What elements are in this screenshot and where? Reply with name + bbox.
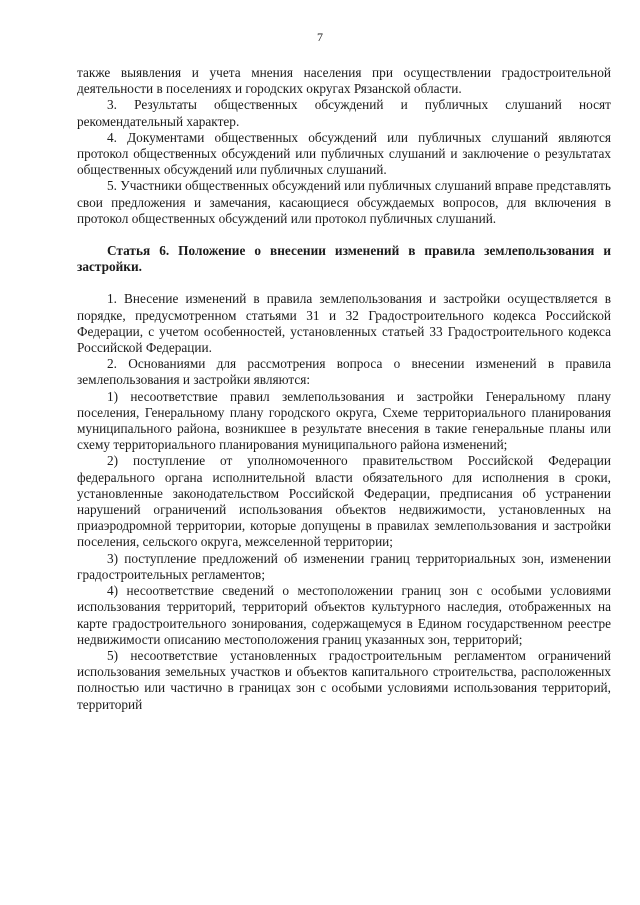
page-number: 7 — [317, 30, 323, 44]
list-item-5: 5) несоответствие установленных градостроительным регламентом ограничений использования земельных участков и объектов капитального строительства, расположенных полностью или частично в границах зон с особыми условиями использования территорий, территорий — [77, 647, 611, 712]
paragraph-item-3: 3. Результаты общественных обсуждений и публичных слушаний носят рекомендательный характер. — [77, 97, 611, 129]
spacer — [77, 275, 611, 291]
document-body — [77, 65, 611, 713]
list-item-3: 3) поступление предложений об изменении границ территориальных зон, изменении градостроительных регламентов; — [77, 550, 611, 582]
article-heading: Статья 6. Положение о внесении изменений в правила землепользования и застройки. — [77, 243, 611, 275]
article-paragraph-1: 1. Внесение изменений в правила землепользования и застройки осуществляется в порядке, предусмотренном статьями 31 и 32 Градостроительного кодекса Российской Федерации, с учетом особенностей, установленных статьей 33 Градостроительного кодекса Российской Федерации. — [77, 291, 611, 356]
paragraph-item-4: 4. Документами общественных обсуждений или публичных слушаний являются протокол общественных обсуждений или публичных слушаний и заключение о результатах общественных обсуждений или публичных слушаний. — [77, 129, 611, 178]
list-item-2: 2) поступление от уполномоченного правительством Российской Федерации федерального органа исполнительной власти обязательного для исполнения в сроки, установленные законодательством Российской Федерации, предписания об устранении нарушений ограничений использования объектов недвижимости, установленных на приаэродромной территории, которые допущены в правилах землепользования и застройки поселения, сельского округа, межселенной территории; — [77, 453, 611, 550]
list-item-4: 4) несоответствие сведений о местоположении границ зон с особыми условиями использования территорий, территорий объектов культурного наследия, отображенных на карте градостроительного зонирования, содержащемуся в Едином государственном реестре недвижимости описанию местоположения границ указанных зон, территорий; — [77, 583, 611, 647]
article-paragraph-2: 2. Основаниями для рассмотрения вопроса о внесении изменений в правила землепользования и застройки являются: — [77, 356, 611, 388]
paragraph-item-5: 5. Участники общественных обсуждений или публичных слушаний вправе представлять свои предложения и замечания, касающиеся обсуждаемых вопросов, для включения в протокол общественных обсуждений или протокол публичных слушаний. — [77, 178, 611, 226]
spacer — [77, 227, 611, 243]
paragraph-continuation: также выявления и учета мнения населения при осуществлении градостроительной деятельности в поселениях и городских округах Рязанской области. — [77, 65, 611, 97]
list-item-1: 1) несоответствие правил землепользования и застройки Генеральному плану поселения, Генеральному плану городского округа, Схеме территориального планирования муниципального района, возникшее в результате внесения в такие генеральные планы или схему территориального планирования муниципального района изменений; — [77, 388, 611, 453]
